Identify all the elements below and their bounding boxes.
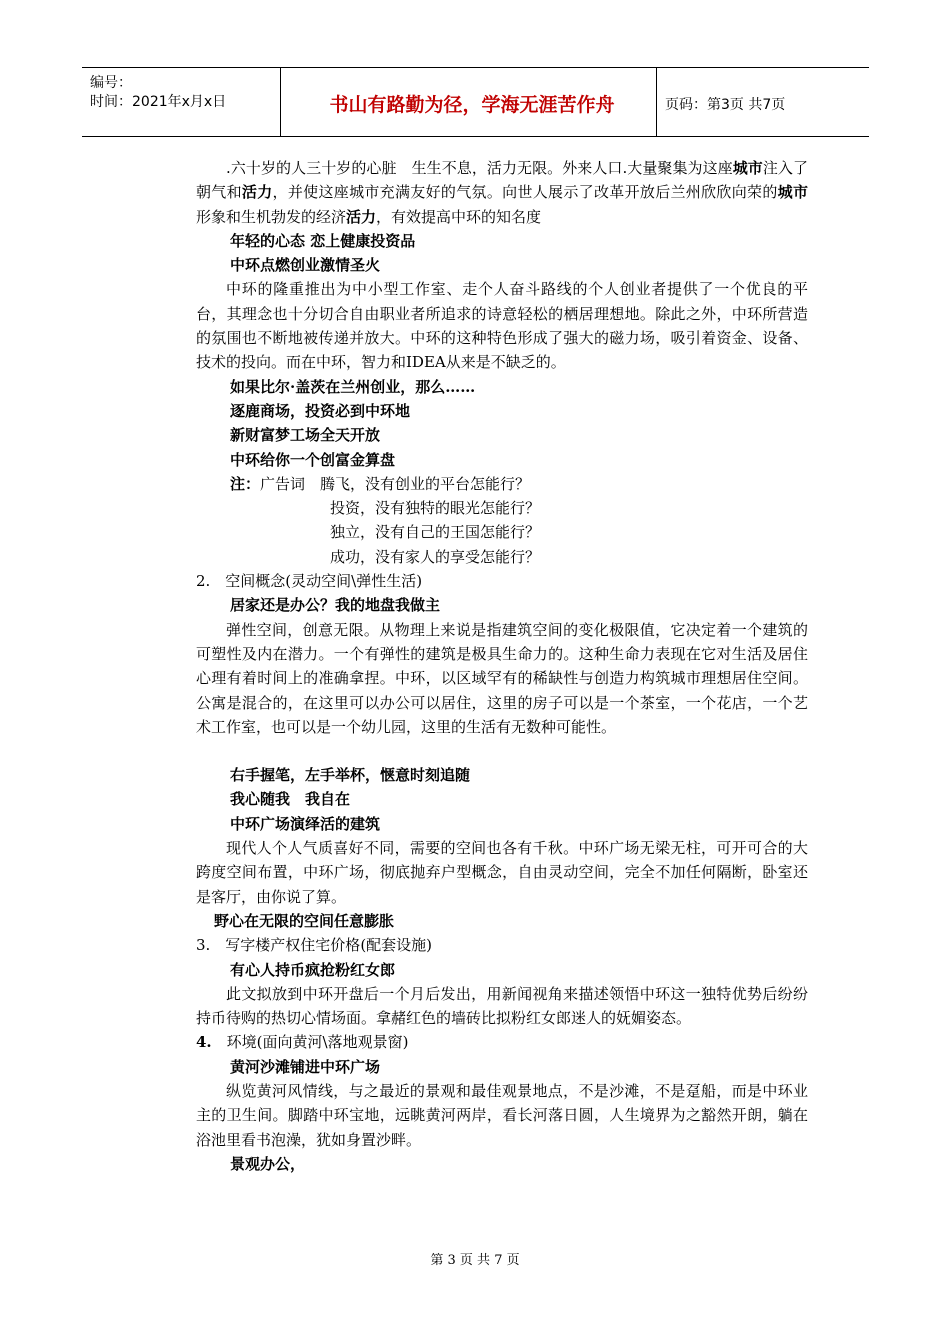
section-heading: 景观办公， (230, 1154, 306, 1173)
paragraph: 中环的隆重推出为中小型工作室、走个人奋斗路线的个人创业者提供了一个优良的平台，其理念也十分切合自由职业者所追求的诗意轻松的栖居理想地。除此之外，中环所营造的氛围也不断地被传递并放大。中环的这种特色形成了强大的磁力场，吸引着资金、设备、技术的投向。而在中环，智力和IDEA从来是不缺乏的。 (196, 280, 808, 372)
header-divider (280, 68, 281, 136)
bold-keyword: 活力 (241, 183, 273, 202)
section-heading: 我心随我 我自在 (230, 790, 351, 809)
doc-time-label: 时间：2021年x月x日 (90, 94, 227, 110)
note-text: 广告词 腾飞，没有创业的平台怎能行？ (260, 474, 531, 493)
document-body (196, 156, 808, 1176)
page-header (82, 67, 869, 137)
header-motto: 书山有路勤为径，学海无涯苦作舟 (329, 94, 615, 116)
text-run: ，并使这座城市充满友好的气氛。向世人展示了改革开放后 (272, 183, 671, 202)
blank-line (196, 739, 808, 763)
numbered-section-title (196, 1030, 808, 1054)
section-heading: 年轻的心态 恋上健康投资品 (230, 231, 416, 250)
section-heading: 中环点燃创业激情圣火 (230, 256, 381, 275)
header-page-number: 页码：第3页 共7页 (665, 97, 786, 113)
note-line: 成功，没有家人的享受怎能行？ (330, 547, 541, 566)
section-heading: 居家还是办公？我的地盘我做主 (230, 596, 441, 615)
section-number: 4. (196, 1033, 212, 1052)
section-heading: 中环给你一个创富金算盘 (230, 450, 396, 469)
text-run: 注入了朝气和 (196, 159, 808, 202)
note-line: 投资，没有独特的眼光怎能行？ (330, 499, 541, 518)
section-heading: 逐鹿商场，投资必到中环地 (230, 401, 411, 420)
text-run: .六十岁的人三十岁的心脏 生生不息，活力无限。外来人口.大量聚集为这座 (226, 159, 733, 177)
section-heading: 野心在无限的空间任意膨胀 (214, 911, 395, 930)
note-label: 注： (230, 474, 261, 493)
paragraph: 现代人个人气质喜好不同，需要的空间也各有千秋。中环广场无梁无柱，可开可合的大跨度空间布置，中环广场，彻底抛弃户型概念，自由灵动空间，完全不加任何隔断，卧室还是客厅，由你说了算。 (196, 839, 808, 906)
text-run: 形象和生机勃发的经济 (196, 207, 347, 226)
section-heading: 新财富梦工场全天开放 (230, 426, 381, 445)
bold-keyword: 活力 (346, 207, 377, 226)
section-heading: 如果比尔·盖茨在兰州创业，那么…… (230, 377, 476, 396)
paragraph (196, 156, 808, 229)
section-heading: 有心人持币疯抢粉红女郎 (230, 960, 396, 979)
doc-number-label: 编号： (90, 75, 132, 91)
paragraph: 弹性空间，创意无限。从物理上来说是指建筑空间的变化极限值，它决定着一个建筑的可塑性及内在潜力。一个有弹性的建筑是极具生命力的。这种生命力表现在它对生活及居住心理有着时间上的准确拿捏。中环，以区域罕有的稀缺性与创造力构筑城市理想居住空间。公寓是混合的，在这里可以办公可以居住，这里的房子可以是一个茶室，一个花店，一个艺术工作室，也可以是一个幼儿园，这里的生活有无数种可能性。 (196, 620, 808, 736)
text-run: 兰州欣欣向荣的 (670, 183, 778, 202)
text-run: ，有效提高中环的知名度 (376, 207, 542, 226)
paragraph: 此文拟放到中环开盘后一个月后发出，用新闻视角来描述领悟中环这一独特优势后纷纷持币待购的热切心情场面。拿赭红色的墙砖比拟粉红女郎迷人的妩媚姿态。 (196, 984, 808, 1028)
section-heading: 中环广场演绎活的建筑 (230, 814, 381, 833)
numbered-section-title: 2. 空间概念(灵动空间\弹性生活) (196, 572, 423, 591)
page-footer: 第 3 页 共 7 页 (430, 1253, 520, 1268)
section-heading: 右手握笔，左手举杯，惬意时刻追随 (230, 766, 471, 785)
paragraph: 纵览黄河风情线，与之最近的景观和最佳观景地点，不是沙滩，不是趸船，而是中环业主的卫生间。脚踏中环宝地，远眺黄河两岸，看长河落日圆，人生境界为之豁然开朗，躺在浴池里看书泡澡，犹如身置沙畔。 (196, 1081, 808, 1149)
bold-keyword: 城市 (732, 159, 763, 177)
bold-keyword: 城市 (777, 183, 808, 202)
header-meta (90, 74, 226, 112)
numbered-section-title: 3. 写字楼产权住宅价格(配套设施) (196, 936, 433, 955)
section-title-text: 环境(面向黄河\落地观景窗) (211, 1033, 409, 1052)
note-line: 独立，没有自己的王国怎能行？ (330, 523, 541, 542)
section-heading: 黄河沙滩铺进中环广场 (230, 1057, 381, 1076)
note-line (196, 472, 808, 496)
